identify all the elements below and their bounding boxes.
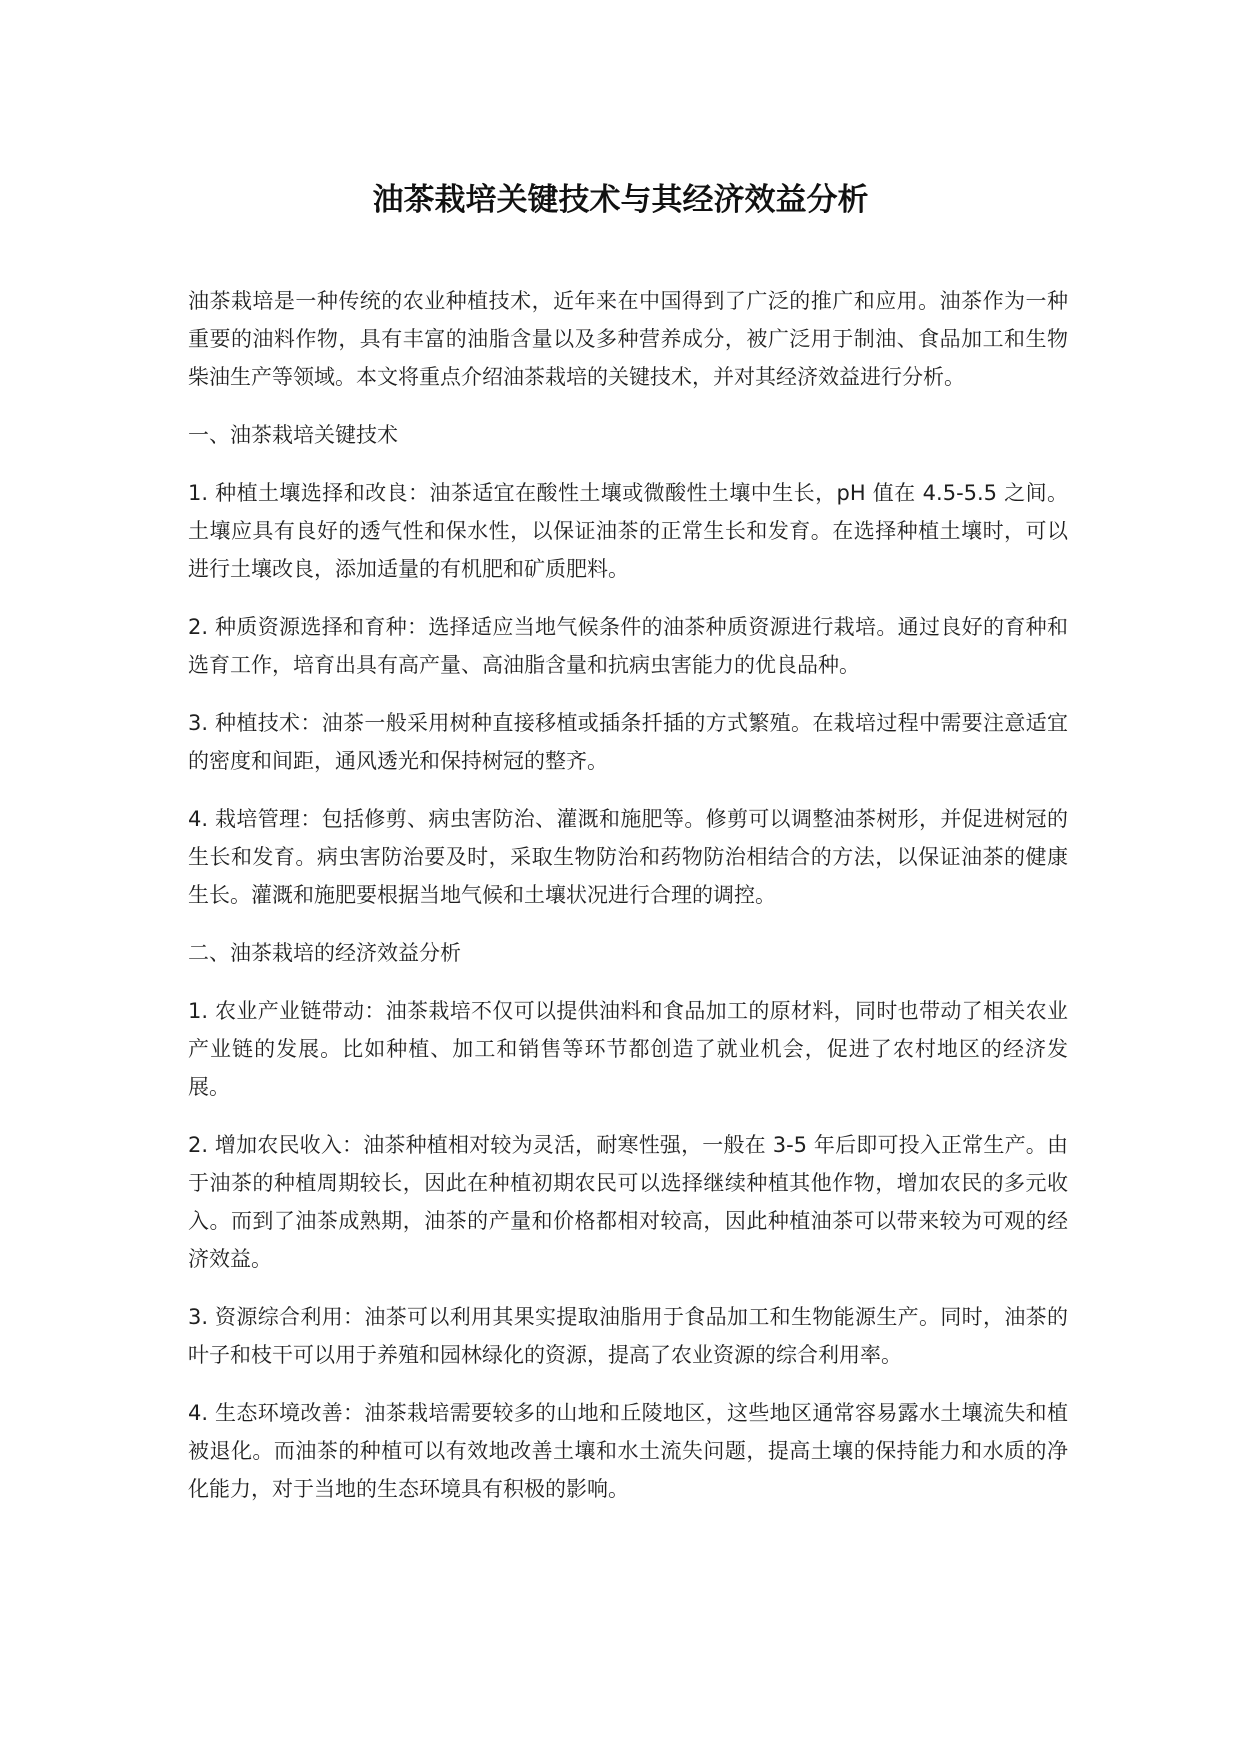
document-title: 油茶栽培关键技术与其经济效益分析 — [372, 182, 869, 218]
section-heading-techniques: 一、油茶栽培关键技术 — [188, 423, 398, 447]
technique-item-planting: 3. 种植技术：油茶一般采用树种直接移植或插条扦插的方式繁殖。在栽培过程中需要注意适宜的密度和间距，通风透光和保持树冠的整齐。 — [188, 711, 1068, 773]
technique-item-management: 4. 栽培管理：包括修剪、病虫害防治、灌溉和施肥等。修剪可以调整油茶树形，并促进树冠的生长和发育。病虫害防治要及时，采取生物防治和药物防治相结合的方法，以保证油茶的健康生长。灌溉和施肥要根据当地气候和土壤状况进行合理的调控。 — [188, 807, 1068, 907]
section-heading-economics: 二、油茶栽培的经济效益分析 — [188, 941, 461, 965]
economics-item-industry-chain: 1. 农业产业链带动：油茶栽培不仅可以提供油料和食品加工的原材料，同时也带动了相关农业产业链的发展。比如种植、加工和销售等环节都创造了就业机会，促进了农村地区的经济发展。 — [188, 999, 1068, 1099]
technique-item-soil: 1. 种植土壤选择和改良：油茶适宜在酸性土壤或微酸性土壤中生长，pH 值在 4.5-5.5 之间。土壤应具有良好的透气性和保水性，以保证油茶的正常生长和发育。在选择种植土壤时，可以进行土壤改良，添加适量的有机肥和矿质肥料。 — [188, 481, 1068, 581]
economics-item-farmer-income: 2. 增加农民收入：油茶种植相对较为灵活，耐寒性强，一般在 3-5 年后即可投入正常生产。由于油茶的种植周期较长，因此在种植初期农民可以选择继续种植其他作物，增加农民的多元收入。而到了油茶成熟期，油茶的产量和价格都相对较高，因此种植油茶可以带来较为可观的经济效益。 — [188, 1133, 1068, 1271]
technique-item-breeding: 2. 种质资源选择和育种：选择适应当地气候条件的油茶种质资源进行栽培。通过良好的育种和选育工作，培育出具有高产量、高油脂含量和抗病虫害能力的优良品种。 — [188, 615, 1068, 677]
economics-item-resource-use: 3. 资源综合利用：油茶可以利用其果实提取油脂用于食品加工和生物能源生产。同时，油茶的叶子和枝干可以用于养殖和园林绿化的资源，提高了农业资源的综合利用率。 — [188, 1305, 1068, 1367]
document-body — [188, 282, 1068, 1528]
economics-item-ecology: 4. 生态环境改善：油茶栽培需要较多的山地和丘陵地区，这些地区通常容易露水土壤流失和植被退化。而油茶的种植可以有效地改善土壤和水土流失问题，提高土壤的保持能力和水质的净化能力，对于当地的生态环境具有积极的影响。 — [188, 1401, 1068, 1501]
intro-paragraph: 油茶栽培是一种传统的农业种植技术，近年来在中国得到了广泛的推广和应用。油茶作为一种重要的油料作物，具有丰富的油脂含量以及多种营养成分，被广泛用于制油、食品加工和生物柴油生产等领域。本文将重点介绍油茶栽培的关键技术，并对其经济效益进行分析。 — [188, 289, 1068, 389]
